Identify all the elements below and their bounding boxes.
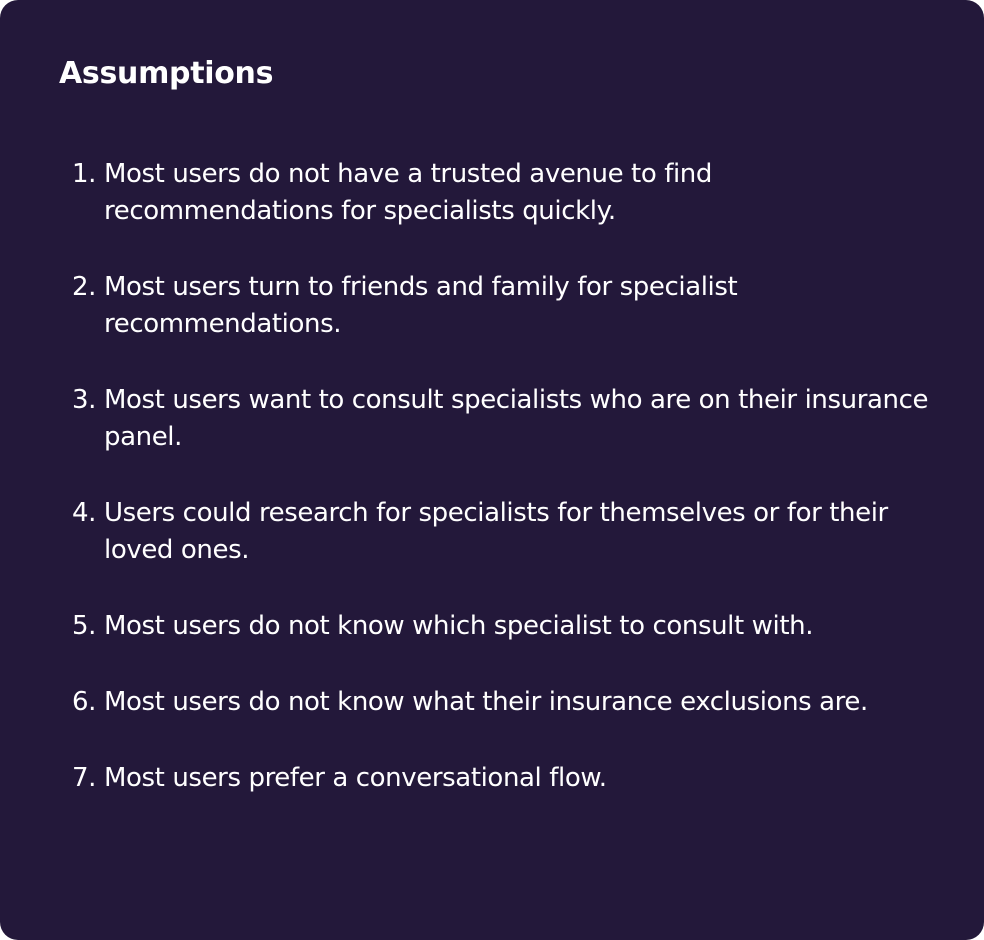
item-text: Most users do not know what their insurance exclusions are. bbox=[104, 687, 868, 717]
item-number: 1. bbox=[71, 159, 96, 189]
item-number: 5. bbox=[71, 611, 96, 641]
list-item bbox=[0, 760, 934, 797]
list-item bbox=[0, 156, 934, 230]
list-item bbox=[0, 382, 934, 456]
assumptions-list bbox=[0, 156, 984, 836]
list-item bbox=[0, 684, 934, 721]
item-number: 3. bbox=[71, 385, 96, 415]
item-number: 7. bbox=[71, 763, 96, 793]
item-text: Users could research for specialists for themselves or for their loved ones. bbox=[104, 498, 888, 565]
list-item bbox=[0, 608, 934, 645]
list-item bbox=[0, 495, 934, 569]
list-item bbox=[0, 269, 934, 343]
item-number: 4. bbox=[71, 498, 96, 528]
item-text: Most users do not know which specialist to consult with. bbox=[104, 611, 814, 641]
item-text: Most users prefer a conversational flow. bbox=[104, 763, 607, 793]
item-text: Most users want to consult specialists who are on their insurance panel. bbox=[104, 385, 929, 452]
item-number: 2. bbox=[71, 272, 96, 302]
card-title: Assumptions bbox=[59, 56, 274, 91]
item-text: Most users do not have a trusted avenue to find recommendations for specialists quickly. bbox=[104, 159, 712, 226]
item-number: 6. bbox=[71, 687, 96, 717]
item-text: Most users turn to friends and family for specialist recommendations. bbox=[104, 272, 738, 339]
